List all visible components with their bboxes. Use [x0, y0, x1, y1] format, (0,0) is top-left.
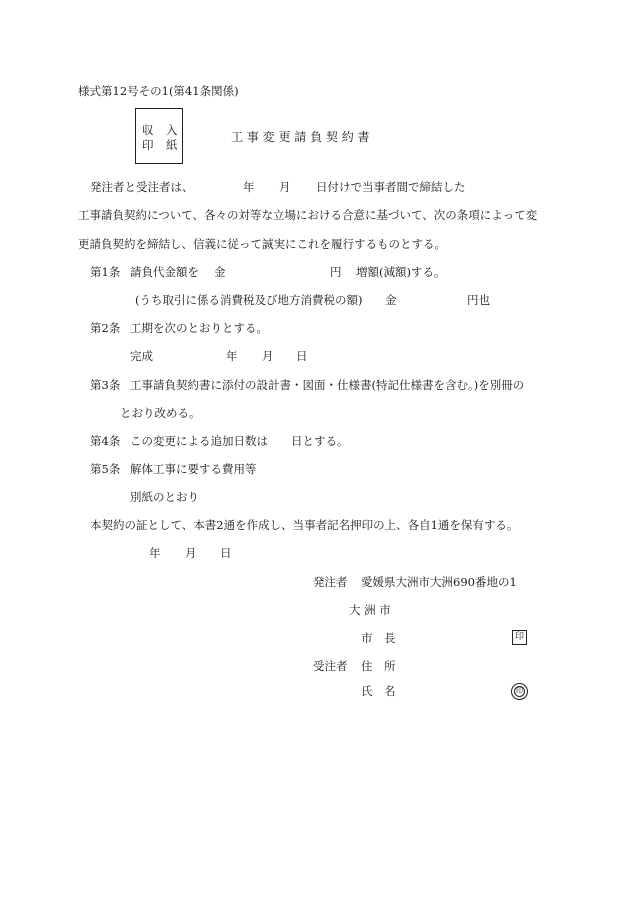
stamp-char: 印 [142, 138, 154, 152]
article1-tax: (うち取引に係る消費税及び地方消費税の額) [135, 293, 363, 307]
article1-text-a: 請負代金額を [130, 265, 199, 279]
article5-sub: 別紙のとおり [130, 490, 199, 504]
date-month: 月 [185, 546, 197, 560]
orderer-label: 発注者 [313, 575, 348, 589]
stamp-char: 入 [166, 123, 178, 137]
contractor-name-label: 氏 名 [361, 684, 396, 698]
orderer-mayor: 市 長 [361, 631, 396, 645]
closing-statement: 本契約の証として、本書2通を作成し、当事者記名押印の上、各自1通を保有する。 [90, 518, 519, 532]
revenue-stamp-box [135, 108, 183, 164]
round-seal-char: 印 [516, 687, 523, 695]
stamp-char: 収 [142, 123, 154, 137]
article2-day: 日 [296, 349, 308, 363]
article2-year: 年 [226, 349, 238, 363]
intro-line1-b: 日付けで当事者間で締結した [316, 180, 466, 194]
stamp-char: 紙 [166, 138, 178, 152]
intro-year: 年 [243, 180, 255, 194]
article4-text-b: 日とする。 [291, 434, 349, 448]
article1-number: 第1条 [90, 265, 121, 279]
article1-tax-kin: 金 [385, 293, 397, 307]
article1-kin: 金 [214, 265, 226, 279]
document-title: 工 事 変 更 請 負 契 約 書 [231, 130, 370, 144]
article2-text: 工期を次のとおりとする。 [130, 321, 268, 335]
article3-line2: とおり改める。 [120, 406, 201, 420]
square-seal-icon: 印 [512, 630, 527, 645]
article1-yen: 円 [330, 265, 342, 279]
article4-number: 第4条 [90, 434, 121, 448]
intro-line2: 工事請負契約について、各々の対等な立場における合意に基づいて、次の条項によって変 [78, 208, 538, 222]
article2-number: 第2条 [90, 321, 121, 335]
article5-text: 解体工事に要する費用等 [130, 462, 257, 476]
intro-line1-a: 発注者と受注者は、 [90, 180, 194, 194]
form-number: 様式第12号その1(第41条関係) [78, 84, 239, 98]
orderer-address: 愛媛県大洲市大洲690番地の1 [361, 575, 517, 589]
date-year: 年 [149, 546, 161, 560]
intro-month: 月 [279, 180, 291, 194]
article2-done: 完成 [130, 349, 153, 363]
orderer-city: 大 洲 市 [349, 603, 391, 617]
article2-month: 月 [262, 349, 274, 363]
round-seal-icon [511, 683, 528, 700]
article3-number: 第3条 [90, 378, 121, 392]
contractor-label: 受注者 [313, 659, 348, 673]
intro-line3: 更請負契約を締結し、信義に従って誠実にこれを履行するものとする。 [78, 237, 446, 251]
contractor-address-label: 住 所 [361, 659, 396, 673]
article3-line1: 工事請負契約書に添付の設計書・図面・仕様書(特記仕様書を含む。)を別冊の [130, 378, 525, 392]
date-day: 日 [220, 546, 232, 560]
article5-number: 第5条 [90, 462, 121, 476]
article1-tax-yen: 円也 [467, 293, 490, 307]
article1-text-b: 増額(減額)する。 [356, 265, 446, 279]
article4-text-a: この変更による追加日数は [130, 434, 268, 448]
